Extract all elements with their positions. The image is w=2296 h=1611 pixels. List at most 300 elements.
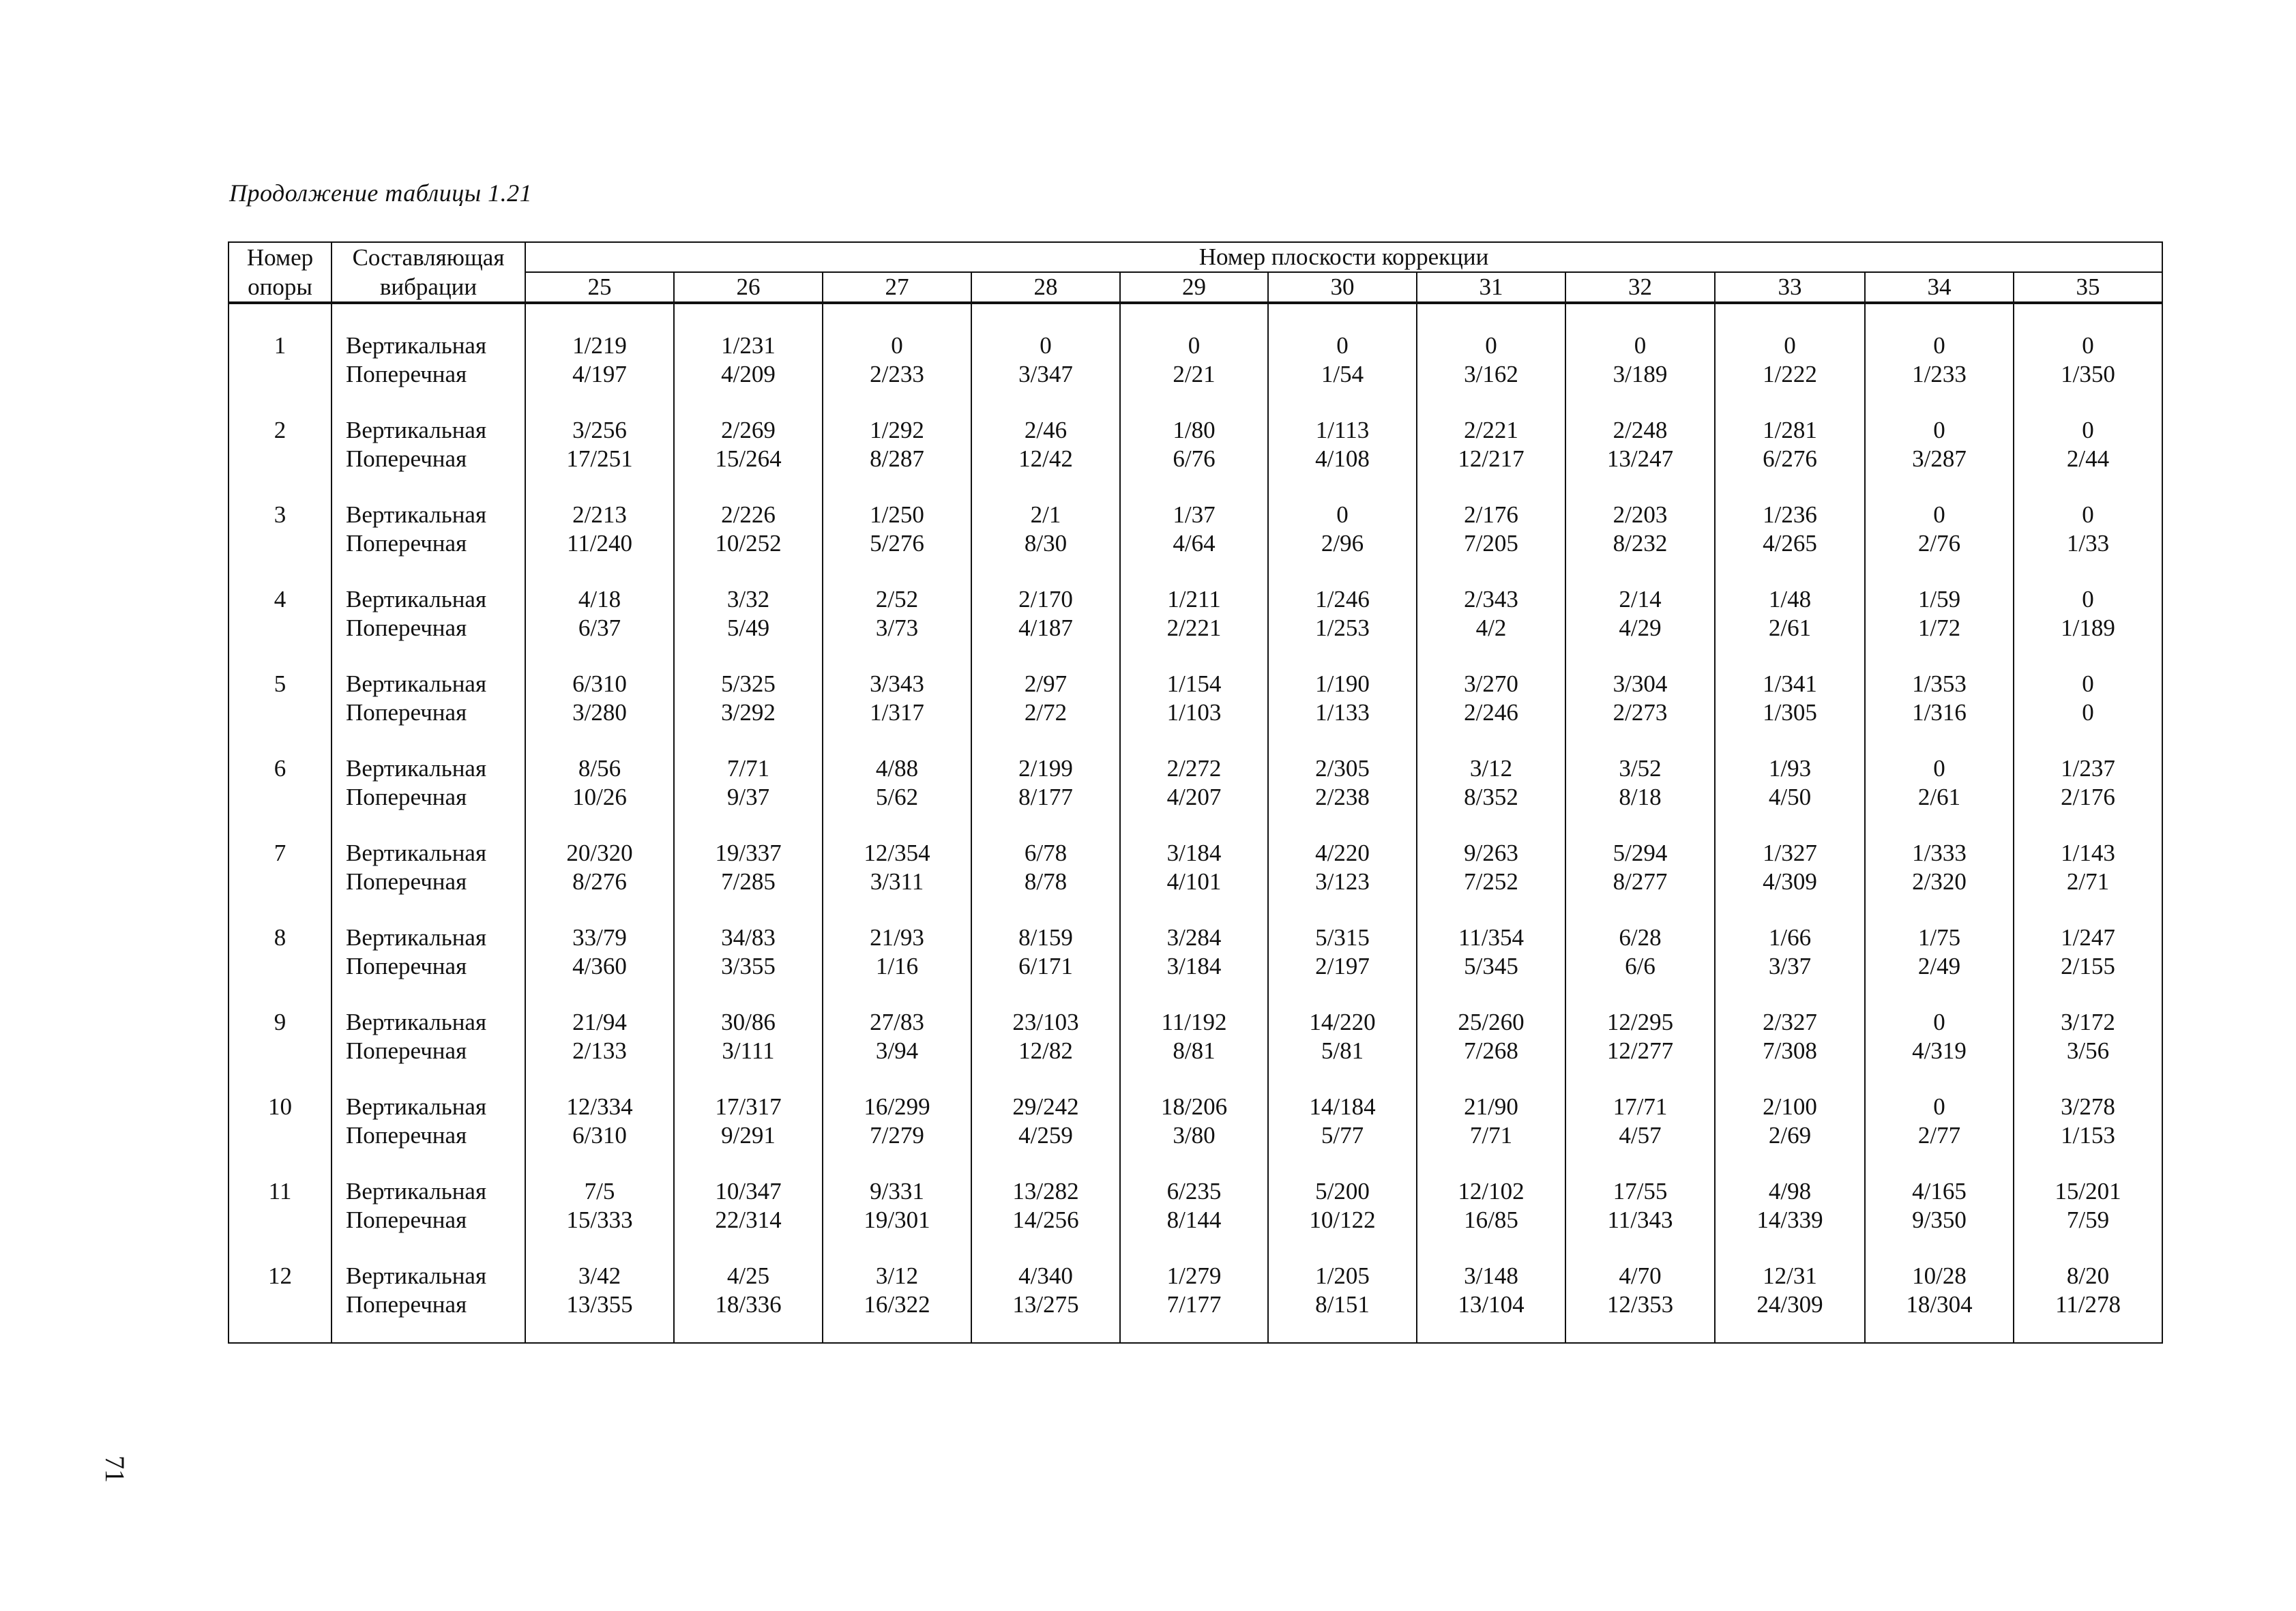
value-transverse: 22/314 xyxy=(715,1207,782,1233)
value-transverse: 2/69 xyxy=(1768,1122,1812,1149)
value-vertical: 1/66 xyxy=(1768,924,1812,951)
value-vertical: 0 xyxy=(2082,332,2094,359)
value-transverse: 4/360 xyxy=(572,953,627,979)
value-vertical: 4/88 xyxy=(875,755,919,782)
value-cell xyxy=(2014,1065,2162,1150)
value-transverse: 2/221 xyxy=(1166,615,1222,641)
value-cell xyxy=(1268,896,1417,981)
value-vertical: 27/83 xyxy=(870,1009,924,1035)
value-transverse: 6/171 xyxy=(1018,953,1073,979)
value-transverse: 5/49 xyxy=(726,615,770,641)
value-vertical: 2/199 xyxy=(1018,755,1073,782)
value-cell xyxy=(2014,727,2162,812)
value-transverse: 4/319 xyxy=(1912,1037,1967,1064)
value-vertical: 0 xyxy=(2082,501,2094,528)
value-vertical: 1/190 xyxy=(1315,670,1370,697)
value-transverse: 18/336 xyxy=(715,1291,782,1318)
value-transverse: 15/333 xyxy=(566,1207,633,1233)
value-transverse: 1/189 xyxy=(2061,615,2115,641)
value-vertical: 9/263 xyxy=(1464,840,1518,866)
component-transverse: Поперечная xyxy=(346,1037,467,1064)
value-cell xyxy=(525,1150,674,1235)
component-vertical: Вертикальная xyxy=(346,840,487,866)
value-cell xyxy=(674,896,823,981)
value-cell xyxy=(674,389,823,473)
value-transverse: 2/71 xyxy=(2066,868,2110,895)
value-cell xyxy=(823,896,971,981)
table-row xyxy=(229,1150,2162,1235)
value-cell xyxy=(1417,473,1565,558)
value-vertical: 17/71 xyxy=(1613,1093,1668,1120)
value-cell xyxy=(1120,896,1268,981)
value-transverse: 7/268 xyxy=(1464,1037,1518,1064)
header-plane-27: 27 xyxy=(823,272,971,303)
value-cell xyxy=(2014,1150,2162,1235)
value-cell xyxy=(1417,558,1565,642)
value-cell xyxy=(1120,812,1268,896)
support-number: 2 xyxy=(229,389,332,473)
table-row xyxy=(229,1065,2162,1150)
value-cell xyxy=(1417,1150,1565,1235)
value-vertical: 2/1 xyxy=(1030,501,1061,528)
value-cell xyxy=(1120,1065,1268,1150)
value-vertical: 2/100 xyxy=(1763,1093,1817,1120)
value-cell xyxy=(674,1065,823,1150)
value-cell xyxy=(1565,558,1715,642)
value-transverse: 16/322 xyxy=(864,1291,930,1318)
value-vertical: 25/260 xyxy=(1458,1009,1525,1035)
value-cell xyxy=(1715,389,1865,473)
value-cell xyxy=(1715,981,1865,1065)
value-vertical: 17/55 xyxy=(1613,1178,1668,1204)
component-cell xyxy=(332,727,525,812)
component-cell xyxy=(332,1065,525,1150)
value-transverse: 4/29 xyxy=(1619,615,1662,641)
value-transverse: 4/309 xyxy=(1763,868,1817,895)
value-vertical: 8/159 xyxy=(1018,924,1073,951)
value-cell xyxy=(1565,1150,1715,1235)
value-transverse: 13/247 xyxy=(1606,445,1674,472)
value-cell xyxy=(1268,473,1417,558)
value-transverse: 7/285 xyxy=(721,868,776,895)
value-transverse: 1/33 xyxy=(2066,530,2110,557)
table-row xyxy=(229,981,2162,1065)
value-cell xyxy=(1715,473,1865,558)
value-cell xyxy=(1417,642,1565,727)
value-vertical: 0 xyxy=(1485,332,1497,359)
value-vertical: 2/248 xyxy=(1613,417,1668,443)
header-plane-28: 28 xyxy=(971,272,1120,303)
value-cell xyxy=(823,727,971,812)
value-cell xyxy=(1865,1235,2014,1343)
value-transverse: 1/153 xyxy=(2061,1122,2115,1149)
value-transverse: 3/184 xyxy=(1166,953,1222,979)
value-vertical: 2/343 xyxy=(1464,586,1518,612)
value-vertical: 4/70 xyxy=(1619,1262,1662,1289)
support-number: 5 xyxy=(229,642,332,727)
table-body xyxy=(229,303,2162,1343)
value-cell xyxy=(823,642,971,727)
value-transverse: 2/76 xyxy=(1917,530,1961,557)
component-vertical: Вертикальная xyxy=(346,417,487,443)
component-transverse: Поперечная xyxy=(346,1291,467,1318)
value-transverse: 4/108 xyxy=(1315,445,1370,472)
value-cell xyxy=(674,1150,823,1235)
value-cell xyxy=(1715,303,1865,389)
value-vertical: 4/25 xyxy=(726,1262,770,1289)
value-transverse: 2/320 xyxy=(1912,868,1967,895)
value-transverse: 18/304 xyxy=(1906,1291,1973,1318)
value-transverse: 1/253 xyxy=(1315,615,1370,641)
header-planes-title: Номер плоскости коррекции xyxy=(525,242,2162,272)
value-transverse: 5/62 xyxy=(875,784,919,810)
value-cell xyxy=(1268,303,1417,389)
value-vertical: 33/79 xyxy=(572,924,627,951)
value-vertical: 1/341 xyxy=(1763,670,1817,697)
value-vertical: 0 xyxy=(2082,417,2094,443)
value-transverse: 1/317 xyxy=(870,699,924,726)
value-vertical: 10/28 xyxy=(1912,1262,1967,1289)
value-cell xyxy=(525,1065,674,1150)
value-transverse: 2/61 xyxy=(1768,615,1812,641)
value-transverse: 14/339 xyxy=(1756,1207,1823,1233)
value-transverse: 4/187 xyxy=(1018,615,1073,641)
value-cell xyxy=(1715,896,1865,981)
header-plane-34: 34 xyxy=(1865,272,2014,303)
value-cell xyxy=(823,1150,971,1235)
component-vertical: Вертикальная xyxy=(346,1262,487,1289)
value-transverse: 4/197 xyxy=(572,361,627,387)
value-cell xyxy=(1565,812,1715,896)
value-vertical: 6/78 xyxy=(1024,840,1068,866)
value-vertical: 9/331 xyxy=(870,1178,924,1204)
support-number: 12 xyxy=(229,1235,332,1343)
value-transverse: 19/301 xyxy=(864,1207,930,1233)
value-transverse: 6/6 xyxy=(1625,953,1655,979)
value-vertical: 1/37 xyxy=(1173,501,1216,528)
value-cell xyxy=(525,558,674,642)
component-cell xyxy=(332,558,525,642)
value-cell xyxy=(823,558,971,642)
value-vertical: 1/237 xyxy=(2061,755,2115,782)
value-cell xyxy=(1565,389,1715,473)
value-vertical: 0 xyxy=(1784,332,1796,359)
value-vertical: 1/292 xyxy=(870,417,924,443)
value-cell xyxy=(1417,812,1565,896)
value-cell xyxy=(971,642,1120,727)
value-transverse: 7/205 xyxy=(1464,530,1518,557)
value-vertical: 1/219 xyxy=(572,332,627,359)
value-transverse: 7/308 xyxy=(1763,1037,1817,1064)
value-cell xyxy=(1865,727,2014,812)
header-plane-32: 32 xyxy=(1565,272,1715,303)
component-vertical: Вертикальная xyxy=(346,924,487,951)
support-number: 11 xyxy=(229,1150,332,1235)
value-vertical: 8/56 xyxy=(578,755,621,782)
value-transverse: 1/233 xyxy=(1912,361,1967,387)
value-transverse: 12/217 xyxy=(1458,445,1525,472)
value-transverse: 4/2 xyxy=(1475,615,1507,641)
support-number: 10 xyxy=(229,1065,332,1150)
component-cell xyxy=(332,812,525,896)
value-cell xyxy=(1865,896,2014,981)
table-row xyxy=(229,1235,2162,1343)
value-transverse: 2/273 xyxy=(1613,699,1668,726)
value-transverse: 3/37 xyxy=(1768,953,1812,979)
value-transverse: 3/280 xyxy=(572,699,627,726)
value-vertical: 1/279 xyxy=(1166,1262,1222,1289)
component-vertical: Вертикальная xyxy=(346,1178,487,1204)
value-cell xyxy=(1865,981,2014,1065)
value-transverse: 4/259 xyxy=(1018,1122,1073,1149)
value-vertical: 6/310 xyxy=(572,670,627,697)
value-cell xyxy=(525,1235,674,1343)
value-cell xyxy=(823,473,971,558)
value-transverse: 4/207 xyxy=(1166,784,1222,810)
value-vertical: 0 xyxy=(1336,501,1349,528)
value-cell xyxy=(674,303,823,389)
value-cell xyxy=(1565,981,1715,1065)
value-transverse: 2/133 xyxy=(572,1037,627,1064)
value-vertical: 3/52 xyxy=(1619,755,1662,782)
value-transverse: 2/176 xyxy=(2061,784,2115,810)
component-transverse: Поперечная xyxy=(346,530,467,557)
value-vertical: 5/294 xyxy=(1613,840,1668,866)
component-vertical: Вертикальная xyxy=(346,586,487,612)
value-transverse: 3/56 xyxy=(2066,1037,2110,1064)
value-vertical: 4/98 xyxy=(1768,1178,1812,1204)
value-vertical: 3/304 xyxy=(1613,670,1668,697)
value-vertical: 0 xyxy=(1188,332,1201,359)
value-transverse: 11/278 xyxy=(2055,1291,2121,1318)
header-support-line1: Номер xyxy=(229,242,332,272)
value-vertical: 10/347 xyxy=(715,1178,782,1204)
value-transverse: 8/18 xyxy=(1619,784,1662,810)
value-transverse: 2/61 xyxy=(1917,784,1961,810)
value-transverse: 11/240 xyxy=(567,530,632,557)
value-vertical: 3/256 xyxy=(572,417,627,443)
value-transverse: 1/350 xyxy=(2061,361,2115,387)
value-cell xyxy=(971,389,1120,473)
value-transverse: 8/277 xyxy=(1613,868,1668,895)
value-transverse: 3/347 xyxy=(1018,361,1073,387)
value-cell xyxy=(971,1065,1120,1150)
value-vertical: 7/71 xyxy=(726,755,770,782)
value-cell xyxy=(1417,303,1565,389)
value-cell xyxy=(1268,812,1417,896)
value-vertical: 2/170 xyxy=(1018,586,1073,612)
value-cell xyxy=(1417,1065,1565,1150)
value-transverse: 3/162 xyxy=(1464,361,1518,387)
value-cell xyxy=(1565,727,1715,812)
value-cell xyxy=(1565,896,1715,981)
value-cell xyxy=(2014,473,2162,558)
value-transverse: 5/77 xyxy=(1321,1122,1364,1149)
value-transverse: 3/189 xyxy=(1613,361,1668,387)
value-cell xyxy=(1417,896,1565,981)
component-transverse: Поперечная xyxy=(346,1122,467,1149)
table-row xyxy=(229,896,2162,981)
value-transverse: 3/287 xyxy=(1912,445,1967,472)
value-cell xyxy=(674,812,823,896)
support-number: 1 xyxy=(229,303,332,389)
value-vertical: 1/154 xyxy=(1166,670,1222,697)
component-transverse: Поперечная xyxy=(346,615,467,641)
value-transverse: 3/94 xyxy=(875,1037,919,1064)
component-transverse: Поперечная xyxy=(346,868,467,895)
value-cell xyxy=(1565,642,1715,727)
component-transverse: Поперечная xyxy=(346,784,467,810)
value-transverse: 6/276 xyxy=(1763,445,1817,472)
header-plane-25: 25 xyxy=(525,272,674,303)
value-vertical: 17/317 xyxy=(715,1093,782,1120)
value-transverse: 4/101 xyxy=(1166,868,1222,895)
value-cell xyxy=(2014,981,2162,1065)
value-cell xyxy=(1120,727,1268,812)
value-cell xyxy=(525,389,674,473)
value-vertical: 7/5 xyxy=(584,1178,615,1204)
value-cell xyxy=(1565,1065,1715,1150)
value-transverse: 4/64 xyxy=(1173,530,1216,557)
component-cell xyxy=(332,642,525,727)
value-vertical: 3/270 xyxy=(1464,670,1518,697)
value-transverse: 13/275 xyxy=(1012,1291,1079,1318)
value-transverse: 4/209 xyxy=(721,361,776,387)
value-cell xyxy=(2014,1235,2162,1343)
value-transverse: 7/252 xyxy=(1464,868,1518,895)
value-transverse: 9/291 xyxy=(721,1122,776,1149)
value-cell xyxy=(971,896,1120,981)
value-transverse: 8/30 xyxy=(1024,530,1068,557)
header-plane-35: 35 xyxy=(2014,272,2162,303)
value-transverse: 3/355 xyxy=(721,953,776,979)
value-vertical: 5/200 xyxy=(1315,1178,1370,1204)
value-vertical: 0 xyxy=(1933,1093,1945,1120)
value-cell xyxy=(971,303,1120,389)
value-vertical: 1/246 xyxy=(1315,586,1370,612)
value-transverse: 16/85 xyxy=(1464,1207,1518,1233)
component-transverse: Поперечная xyxy=(346,953,467,979)
value-cell xyxy=(1120,1235,1268,1343)
component-vertical: Вертикальная xyxy=(346,755,487,782)
header-plane-33: 33 xyxy=(1715,272,1865,303)
value-vertical: 11/354 xyxy=(1458,924,1524,951)
component-cell xyxy=(332,389,525,473)
value-transverse: 7/71 xyxy=(1469,1122,1513,1149)
value-transverse: 13/104 xyxy=(1458,1291,1525,1318)
value-vertical: 1/93 xyxy=(1768,755,1812,782)
header-plane-29: 29 xyxy=(1120,272,1268,303)
value-vertical: 18/206 xyxy=(1160,1093,1228,1120)
support-number: 6 xyxy=(229,727,332,812)
value-cell xyxy=(971,727,1120,812)
value-cell xyxy=(1715,727,1865,812)
value-vertical: 1/236 xyxy=(1763,501,1817,528)
value-vertical: 14/184 xyxy=(1309,1093,1376,1120)
value-cell xyxy=(2014,812,2162,896)
value-cell xyxy=(1715,642,1865,727)
value-vertical: 12/334 xyxy=(566,1093,633,1120)
value-cell xyxy=(1865,1150,2014,1235)
value-transverse: 8/352 xyxy=(1464,784,1518,810)
value-vertical: 1/281 xyxy=(1763,417,1817,443)
value-cell xyxy=(1565,303,1715,389)
value-cell xyxy=(1715,812,1865,896)
value-vertical: 16/299 xyxy=(864,1093,930,1120)
value-transverse: 7/177 xyxy=(1166,1291,1222,1318)
value-cell xyxy=(1865,303,2014,389)
value-vertical: 5/325 xyxy=(721,670,776,697)
value-transverse: 10/122 xyxy=(1309,1207,1376,1233)
value-vertical: 1/80 xyxy=(1173,417,1216,443)
value-cell xyxy=(1268,389,1417,473)
value-vertical: 1/333 xyxy=(1912,840,1967,866)
value-vertical: 21/93 xyxy=(870,924,924,951)
value-vertical: 34/83 xyxy=(721,924,776,951)
value-vertical: 2/269 xyxy=(721,417,776,443)
value-vertical: 0 xyxy=(1634,332,1647,359)
value-vertical: 20/320 xyxy=(566,840,633,866)
value-transverse: 0 xyxy=(2082,699,2094,726)
component-vertical: Вертикальная xyxy=(346,1009,487,1035)
value-cell xyxy=(525,473,674,558)
page-number: 71 xyxy=(100,1455,130,1483)
value-cell xyxy=(2014,896,2162,981)
value-transverse: 5/345 xyxy=(1464,953,1518,979)
value-vertical: 6/28 xyxy=(1619,924,1662,951)
value-cell xyxy=(2014,303,2162,389)
value-vertical: 2/14 xyxy=(1619,586,1662,612)
value-cell xyxy=(1565,1235,1715,1343)
value-transverse: 1/133 xyxy=(1315,699,1370,726)
value-vertical: 2/46 xyxy=(1024,417,1068,443)
table-row xyxy=(229,389,2162,473)
value-cell xyxy=(1417,1235,1565,1343)
value-vertical: 3/42 xyxy=(578,1262,621,1289)
value-transverse: 2/77 xyxy=(1917,1122,1961,1149)
value-cell xyxy=(2014,558,2162,642)
component-cell xyxy=(332,1150,525,1235)
value-cell xyxy=(971,1150,1120,1235)
value-vertical: 5/315 xyxy=(1315,924,1370,951)
value-cell xyxy=(1120,389,1268,473)
value-transverse: 11/343 xyxy=(1607,1207,1673,1233)
component-cell xyxy=(332,981,525,1065)
value-vertical: 1/250 xyxy=(870,501,924,528)
value-transverse: 14/256 xyxy=(1012,1207,1079,1233)
value-cell xyxy=(525,303,674,389)
table-row xyxy=(229,642,2162,727)
value-transverse: 6/76 xyxy=(1173,445,1216,472)
value-vertical: 4/340 xyxy=(1018,1262,1073,1289)
header-plane-26: 26 xyxy=(674,272,823,303)
value-vertical: 0 xyxy=(2082,670,2094,697)
value-vertical: 12/354 xyxy=(864,840,930,866)
value-vertical: 30/86 xyxy=(721,1009,776,1035)
value-cell xyxy=(1268,642,1417,727)
value-transverse: 5/276 xyxy=(870,530,924,557)
value-transverse: 17/251 xyxy=(566,445,633,472)
value-cell xyxy=(1865,558,2014,642)
value-transverse: 6/310 xyxy=(572,1122,627,1149)
value-transverse: 8/232 xyxy=(1613,530,1668,557)
value-transverse: 2/44 xyxy=(2066,445,2110,472)
support-number: 3 xyxy=(229,473,332,558)
value-transverse: 1/72 xyxy=(1917,615,1961,641)
value-transverse: 1/316 xyxy=(1912,699,1967,726)
value-cell xyxy=(1417,389,1565,473)
value-transverse: 8/144 xyxy=(1166,1207,1222,1233)
